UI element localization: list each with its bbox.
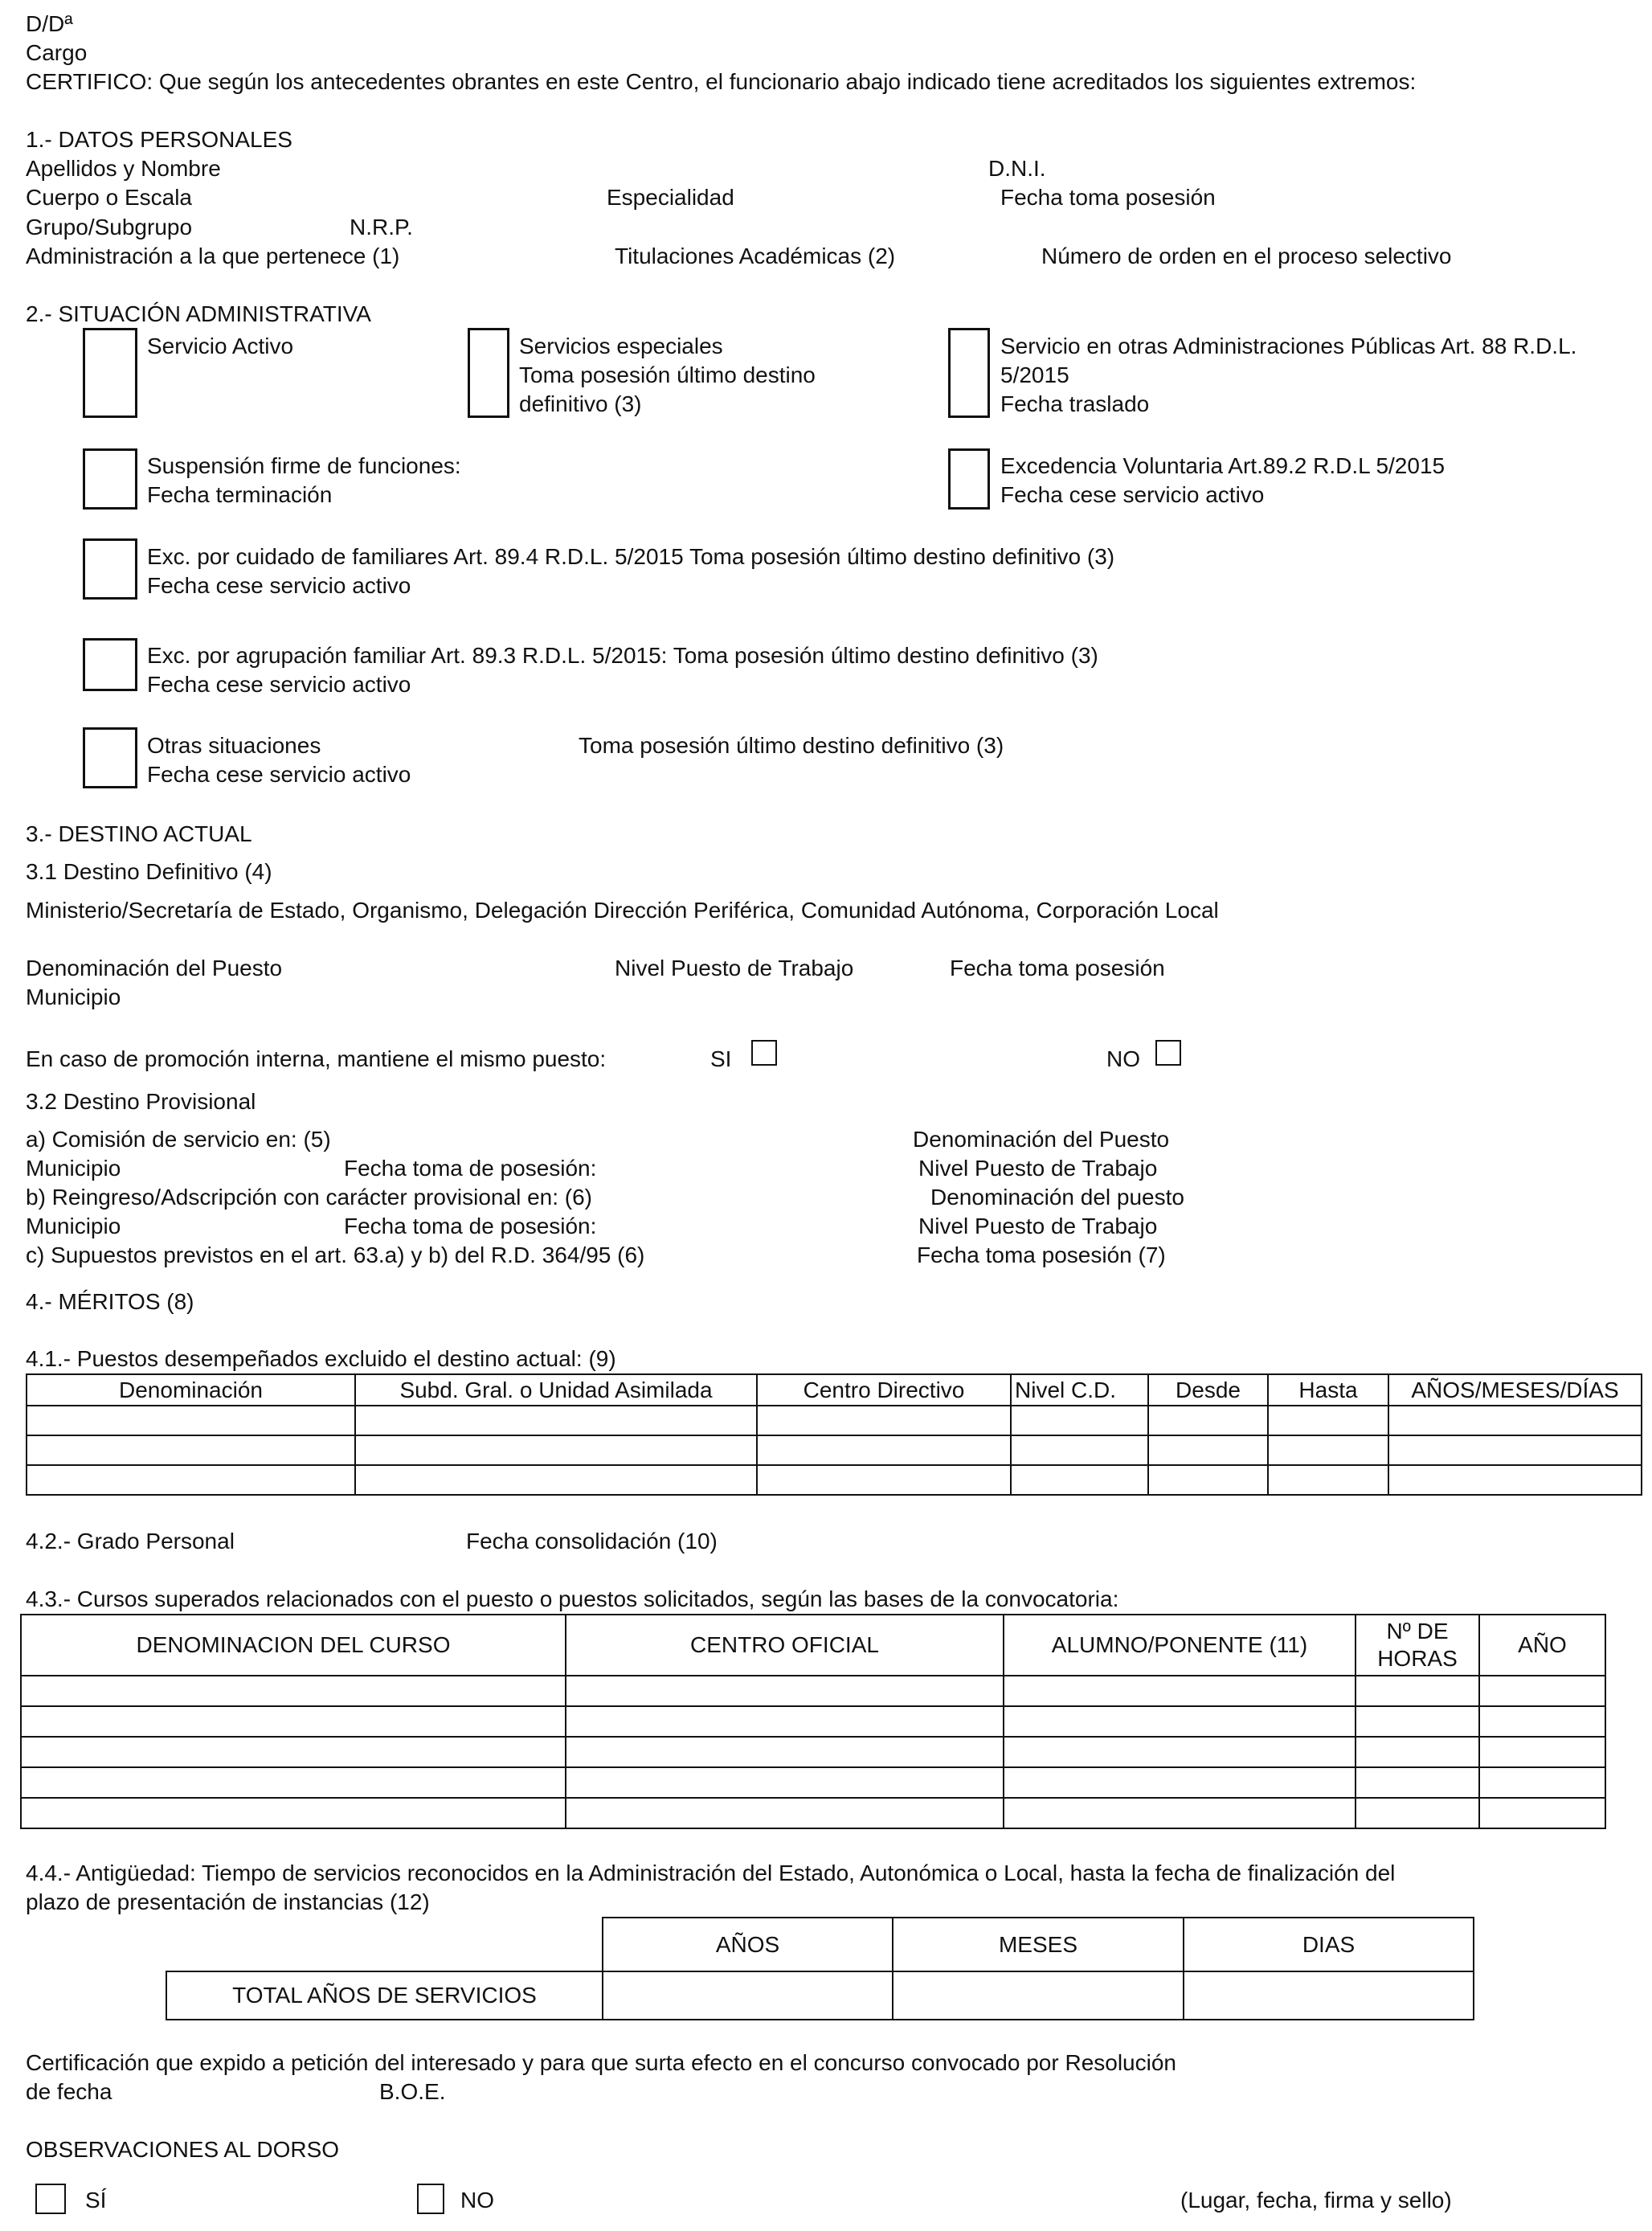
section-3-title: 3.- DESTINO ACTUAL xyxy=(26,821,252,846)
puestos-header-hasta: Hasta xyxy=(1268,1374,1388,1406)
puestos-desempenados-title: 4.1.- Puestos desempeñados excluido el destino actual: (9) xyxy=(26,1346,616,1371)
cursos-table xyxy=(20,1614,1606,1829)
servicios-especiales-label: Servicios especiales xyxy=(519,334,723,358)
otras-fecha-cese: Fecha cese servicio activo xyxy=(147,762,411,787)
otras-situaciones-label: Otras situaciones xyxy=(147,733,321,758)
table-row xyxy=(21,1798,1605,1828)
otras-administraciones-label: Servicio en otras Administraciones Públicas Art. 88 R.D.L. xyxy=(1000,334,1577,358)
cursos-header-denominacion: DENOMINACION DEL CURSO xyxy=(21,1615,566,1676)
puestos-header-desde: Desde xyxy=(1148,1374,1268,1406)
servicios-especiales-definitivo: definitivo (3) xyxy=(519,391,642,416)
cursos-header-horas: Nº DE HORAS xyxy=(1356,1615,1479,1676)
cursos-header-alumno: ALUMNO/PONENTE (11) xyxy=(1004,1615,1356,1676)
fecha-consolidacion-label: Fecha consolidación (10) xyxy=(466,1529,718,1554)
puestos-header-denominacion: Denominación xyxy=(27,1374,355,1406)
comision-servicio-label: a) Comisión de servicio en: (5) xyxy=(26,1127,331,1152)
checkbox-observaciones-si[interactable] xyxy=(35,2184,66,2214)
fecha-traslado-label: Fecha traslado xyxy=(1000,391,1150,416)
checkbox-observaciones-no[interactable] xyxy=(417,2184,444,2214)
agrupacion-familiar-label: Exc. por agrupación familiar Art. 89.3 R.D.L. 5/2015: Toma posesión último destino definitivo (3) xyxy=(147,643,1098,668)
servicios-especiales-toma: Toma posesión último destino xyxy=(519,362,816,387)
table-row xyxy=(21,1737,1605,1767)
reingreso-municipio: Municipio xyxy=(26,1214,121,1238)
checkbox-promocion-si[interactable] xyxy=(751,1040,777,1066)
boe-label: B.O.E. xyxy=(379,2079,446,2104)
table-row xyxy=(21,1767,1605,1798)
comision-nivel: Nivel Puesto de Trabajo xyxy=(918,1156,1158,1181)
checkbox-cuidado-familiares[interactable] xyxy=(83,538,137,600)
table-row xyxy=(21,1676,1605,1706)
fecha-toma-posesion-label: Fecha toma posesión xyxy=(950,956,1165,980)
fecha-toma-label: Fecha toma posesión xyxy=(1000,185,1216,210)
lugar-fecha-firma-label: (Lugar, fecha, firma y sello) xyxy=(1180,2188,1452,2213)
puestos-header-row xyxy=(27,1374,1642,1406)
especialidad-label: Especialidad xyxy=(607,185,734,210)
antiguedad-header-dias: DIAS xyxy=(1184,1918,1474,1971)
section-1-title: 1.- DATOS PERSONALES xyxy=(26,127,292,152)
total-anos-servicios-label: TOTAL AÑOS DE SERVICIOS xyxy=(166,1971,603,2020)
total-anos-cell[interactable] xyxy=(603,1971,893,2020)
suspension-label: Suspensión firme de funciones: xyxy=(147,453,461,478)
promocion-si-label: SI xyxy=(710,1046,732,1071)
municipio-label: Municipio xyxy=(26,985,121,1009)
checkbox-promocion-no[interactable] xyxy=(1155,1040,1181,1066)
numero-orden-label: Número de orden en el proceso selectivo xyxy=(1041,244,1452,268)
cargo-label: Cargo xyxy=(26,40,88,65)
checkbox-servicio-activo[interactable] xyxy=(83,328,137,418)
otras-administraciones-rdl: 5/2015 xyxy=(1000,362,1069,387)
dni-label: D.N.I. xyxy=(988,156,1046,181)
administracion-label: Administración a la que pertenece (1) xyxy=(26,244,400,268)
servicio-activo-label: Servicio Activo xyxy=(147,334,294,358)
dd-label: D/Dª xyxy=(26,11,73,36)
antiguedad-total-row xyxy=(166,1971,1474,2020)
cursos-header-row xyxy=(21,1615,1605,1676)
reingreso-fecha-toma: Fecha toma de posesión: xyxy=(344,1214,597,1238)
comision-municipio: Municipio xyxy=(26,1156,121,1181)
puestos-header-duracion: AÑOS/MESES/DÍAS xyxy=(1388,1374,1642,1406)
reingreso-denominacion: Denominación del puesto xyxy=(930,1185,1184,1210)
puestos-header-subdireccion: Subd. Gral. o Unidad Asimilada xyxy=(355,1374,757,1406)
reingreso-label: b) Reingreso/Adscripción con carácter provisional en: (6) xyxy=(26,1185,592,1210)
antiguedad-header-meses: MESES xyxy=(893,1918,1184,1971)
de-fecha-label: de fecha xyxy=(26,2079,112,2104)
checkbox-otras-administraciones[interactable] xyxy=(948,328,990,418)
cuidado-fecha-cese: Fecha cese servicio activo xyxy=(147,573,411,598)
grupo-label: Grupo/Subgrupo xyxy=(26,215,193,239)
supuestos-label: c) Supuestos previstos en el art. 63.a) y b) del R.D. 364/95 (6) xyxy=(26,1242,645,1267)
supuestos-fecha-toma: Fecha toma posesión (7) xyxy=(917,1242,1166,1267)
otras-toma-posesion: Toma posesión último destino definitivo (3) xyxy=(579,733,1004,758)
table-row xyxy=(27,1465,1642,1495)
fecha-terminacion-label: Fecha terminación xyxy=(147,482,333,507)
section-2-title: 2.- SITUACIÓN ADMINISTRATIVA xyxy=(26,301,371,326)
table-row xyxy=(27,1435,1642,1465)
destino-definitivo-title: 3.1 Destino Definitivo (4) xyxy=(26,859,272,884)
checkbox-agrupacion-familiar[interactable] xyxy=(83,638,137,691)
cuerpo-label: Cuerpo o Escala xyxy=(26,185,193,210)
checkbox-otras-situaciones[interactable] xyxy=(83,727,137,788)
agrupacion-fecha-cese: Fecha cese servicio activo xyxy=(147,672,411,697)
grado-personal-label: 4.2.- Grado Personal xyxy=(26,1529,235,1554)
excedencia-voluntaria-label: Excedencia Voluntaria Art.89.2 R.D.L 5/2015 xyxy=(1000,453,1446,478)
certifico-text: CERTIFICO: Que según los antecedentes obrantes en este Centro, el funcionario abajo indicado tiene acreditados los siguientes extremos: xyxy=(26,69,1417,94)
antiguedad-header-anos: AÑOS xyxy=(603,1918,893,1971)
total-dias-cell[interactable] xyxy=(1184,1971,1474,2020)
checkbox-excedencia-voluntaria[interactable] xyxy=(948,448,990,510)
antiguedad-text: 4.4.- Antigüedad: Tiempo de servicios reconocidos en la Administración del Estado, Autonómica o Local, hasta la fecha de finalización del xyxy=(26,1861,1396,1885)
promocion-no-label: NO xyxy=(1106,1046,1140,1071)
total-meses-cell[interactable] xyxy=(893,1971,1184,2020)
apellidos-label: Apellidos y Nombre xyxy=(26,156,221,181)
table-row xyxy=(27,1406,1642,1435)
antiguedad-plazo: plazo de presentación de instancias (12) xyxy=(26,1889,430,1914)
observaciones-si-label: SÍ xyxy=(85,2188,107,2213)
certificacion-text: Certificación que expido a petición del interesado y para que surta efecto en el concurso convocado por Resolución xyxy=(26,2050,1176,2075)
puestos-table xyxy=(26,1373,1642,1496)
observaciones-label: OBSERVACIONES AL DORSO xyxy=(26,2137,340,2162)
cuidado-familiares-label: Exc. por cuidado de familiares Art. 89.4 R.D.L. 5/2015 Toma posesión último destino definitivo (3) xyxy=(147,544,1115,569)
puestos-header-nivel: Nivel C.D. xyxy=(1011,1374,1148,1406)
promocion-interna-label: En caso de promoción interna, mantiene el mismo puesto: xyxy=(26,1046,607,1071)
titulaciones-label: Titulaciones Académicas (2) xyxy=(615,244,896,268)
antiguedad-table xyxy=(166,1917,1474,2020)
checkbox-servicios-especiales[interactable] xyxy=(468,328,509,418)
cursos-title: 4.3.- Cursos superados relacionados con el puesto o puestos solicitados, según las bases de la convocatoria: xyxy=(26,1586,1119,1611)
cursos-header-centro: CENTRO OFICIAL xyxy=(566,1615,1004,1676)
puestos-header-centro: Centro Directivo xyxy=(757,1374,1011,1406)
nivel-puesto-label: Nivel Puesto de Trabajo xyxy=(615,956,854,980)
antiguedad-header-row xyxy=(166,1918,1474,1971)
comision-fecha-toma: Fecha toma de posesión: xyxy=(344,1156,597,1181)
voluntaria-fecha-cese: Fecha cese servicio activo xyxy=(1000,482,1265,507)
table-row xyxy=(21,1706,1605,1737)
ministerio-label: Ministerio/Secretaría de Estado, Organismo, Delegación Dirección Periférica, Comunidad Autónoma, Corporación Local xyxy=(26,898,1219,923)
observaciones-no-label: NO xyxy=(460,2188,494,2213)
cursos-header-ano: AÑO xyxy=(1479,1615,1605,1676)
comision-denominacion: Denominación del Puesto xyxy=(913,1127,1170,1152)
checkbox-suspension[interactable] xyxy=(83,448,137,510)
denominacion-puesto-label: Denominación del Puesto xyxy=(26,956,283,980)
nrp-label: N.R.P. xyxy=(350,215,413,239)
destino-provisional-title: 3.2 Destino Provisional xyxy=(26,1089,256,1114)
section-4-title: 4.- MÉRITOS (8) xyxy=(26,1289,194,1314)
reingreso-nivel: Nivel Puesto de Trabajo xyxy=(918,1214,1158,1238)
